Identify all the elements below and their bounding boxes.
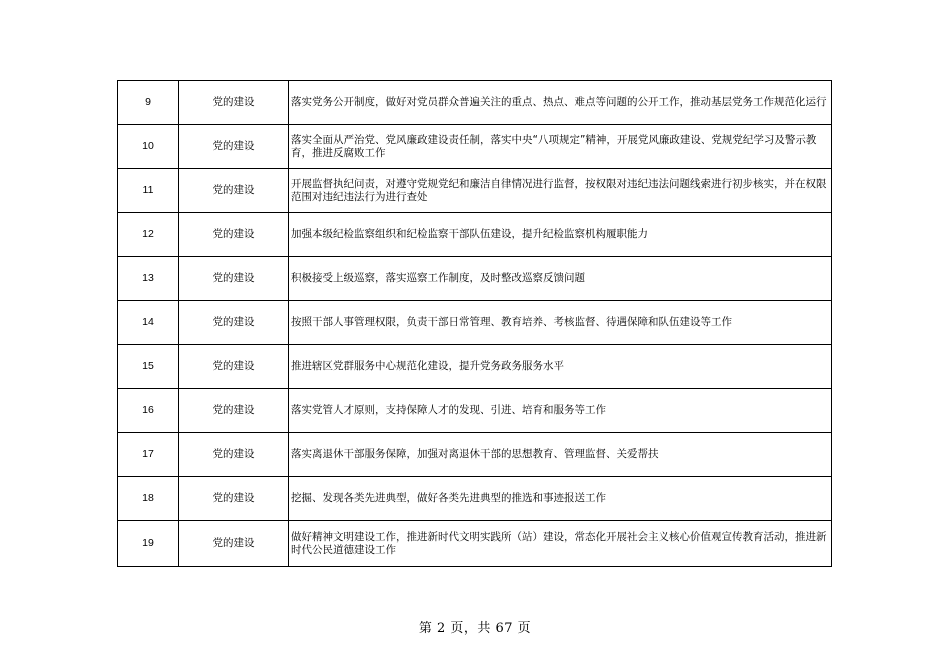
row-category: 党的建设 (179, 125, 289, 169)
table-row (118, 257, 832, 301)
row-category: 党的建设 (179, 169, 289, 213)
row-content: 积极接受上级巡察，落实巡察工作制度，及时整改巡察反馈问题 (289, 257, 832, 301)
row-content: 落实党管人才原则，支持保障人才的发现、引进、培育和服务等工作 (289, 389, 832, 433)
row-content: 落实党务公开制度，做好对党员群众普遍关注的重点、热点、难点等问题的公开工作，推动基层党务工作规范化运行 (289, 81, 832, 125)
table-row (118, 125, 832, 169)
row-content: 加强本级纪检监察组织和纪检监察干部队伍建设，提升纪检监察机构履职能力 (289, 213, 832, 257)
row-category: 党的建设 (179, 477, 289, 521)
table-row (118, 521, 832, 567)
table-row (118, 345, 832, 389)
row-number: 14 (118, 301, 179, 345)
table-row (118, 477, 832, 521)
row-number: 19 (118, 521, 179, 567)
table-row (118, 81, 832, 125)
row-number: 15 (118, 345, 179, 389)
table-row (118, 389, 832, 433)
row-content: 开展监督执纪问责，对遵守党规党纪和廉洁自律情况进行监督，按权限对违纪违法问题线索进行初步核实，并在权限范围对违纪违法行为进行查处 (289, 169, 832, 213)
row-category: 党的建设 (179, 81, 289, 125)
row-content: 按照干部人事管理权限，负责干部日常管理、教育培养、考核监督、待遇保障和队伍建设等工作 (289, 301, 832, 345)
row-content: 挖掘、发现各类先进典型，做好各类先进典型的推选和事迹报送工作 (289, 477, 832, 521)
table-row (118, 301, 832, 345)
row-category: 党的建设 (179, 257, 289, 301)
row-category: 党的建设 (179, 389, 289, 433)
row-number: 9 (118, 81, 179, 125)
row-number: 13 (118, 257, 179, 301)
page-number-footer: 第 2 页，共 67 页 (418, 621, 532, 636)
row-category: 党的建设 (179, 301, 289, 345)
row-content: 推进辖区党群服务中心规范化建设，提升党务政务服务水平 (289, 345, 832, 389)
row-category: 党的建设 (179, 521, 289, 567)
row-number: 17 (118, 433, 179, 477)
table-row (118, 213, 832, 257)
row-content: 落实离退休干部服务保障，加强对离退休干部的思想教育、管理监督、关爱帮扶 (289, 433, 832, 477)
row-category: 党的建设 (179, 213, 289, 257)
row-category: 党的建设 (179, 345, 289, 389)
row-number: 11 (118, 169, 179, 213)
row-number: 18 (118, 477, 179, 521)
row-number: 16 (118, 389, 179, 433)
table-row (118, 433, 832, 477)
row-content: 落实全面从严治党、党风廉政建设责任制，落实中央“八项规定”精神，开展党风廉政建设、党规党纪学习及警示教育，推进反腐败工作 (289, 125, 832, 169)
table-row (118, 169, 832, 213)
duty-table (117, 80, 832, 567)
row-number: 10 (118, 125, 179, 169)
row-category: 党的建设 (179, 433, 289, 477)
row-number: 12 (118, 213, 179, 257)
row-content: 做好精神文明建设工作，推进新时代文明实践所（站）建设，常态化开展社会主义核心价值观宣传教育活动，推进新时代公民道德建设工作 (289, 521, 832, 567)
